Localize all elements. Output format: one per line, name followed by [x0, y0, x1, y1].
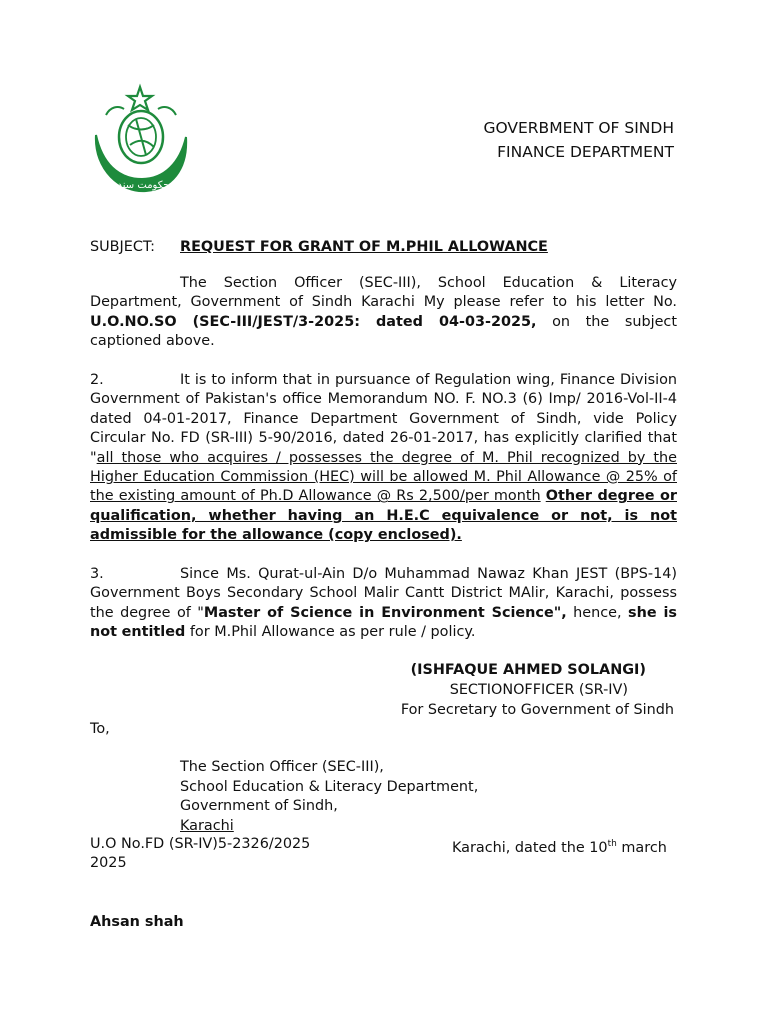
signatory-name: (ISHFAQUE AHMED SOLANGI) — [410, 662, 646, 678]
para1-text: The Section Officer (SEC-III), School Education & Literacy Department, Government of Sindh Karachi My please refer to his letter No. — [90, 275, 677, 311]
sindh-emblem-icon — [66, 75, 212, 201]
subject-label: SUBJECT: — [90, 239, 155, 255]
letterhead — [380, 116, 674, 164]
dated-sup: th — [607, 839, 617, 849]
recipient-line-4: Karachi — [180, 817, 234, 834]
author-name: Ahsan shah — [90, 914, 184, 930]
not-entitled-1: she is not — [90, 604, 677, 641]
to-label: To, — [90, 721, 110, 737]
paragraph-3 — [90, 565, 677, 643]
para2-number: 2. — [90, 372, 104, 388]
dated-line — [452, 834, 667, 858]
subject-line — [90, 237, 548, 257]
para2-text: It is to inform that in pursuance of Regulation wing, Finance Division Government of Pakistan's office Memorandum NO. F. NO.3 (6) Imp/ 2016-Vol-II-4 dated 04-01-2017, Finance Department Government of Sindh, vide Policy Circular No. FD (SR-III) 5-90/2016, dated 26-01-2017, has explicitly clarified that " — [90, 372, 677, 466]
dated-suffix: march — [616, 839, 667, 856]
signatory-for-line: For Secretary to Government of Sindh — [400, 702, 674, 718]
not-entitled-2: entitled — [121, 624, 186, 641]
recipient-address — [180, 758, 478, 836]
signatory-designation: SECTIONOFFICER (SR-IV) — [449, 682, 628, 698]
para3-number: 3. — [90, 566, 104, 582]
para1-text-end: on the subject captioned above. — [90, 313, 677, 350]
signature-block — [380, 660, 674, 720]
government-title: GOVERBMENT OF SINDH — [483, 119, 674, 137]
para2-underlined-quote: all those who acquires / possesses the degree of M. Phil recognized by the Higher Education Commission (HEC) will be allowed M. Phil Allowance @ 25% of the existing amount of Ph.D Allowance @ Rs 2,500/per month — [90, 449, 677, 505]
dated-year: 2025 — [90, 855, 127, 871]
department-title: FINANCE DEPARTMENT — [497, 143, 674, 161]
recipient-line-1: The Section Officer (SEC-III), — [180, 759, 384, 775]
para3-text: Since Ms. Qurat-ul-Ain D/o Muhammad Nawaz Khan JEST (BPS-14) Government Boys Secondary School Malir Cantt District MAlir, Karachi, possess the degree of " — [90, 566, 677, 621]
dated-prefix: Karachi, dated the 10 — [452, 839, 608, 856]
recipient-line-3: Government of Sindh, — [180, 798, 338, 814]
paragraph-1 — [90, 274, 677, 352]
logo-script-text: حکومت سندھ — [110, 180, 170, 191]
para3-text-end: for M.Phil Allowance as per rule / policy. — [185, 624, 476, 641]
recipient-line-2: School Education & Literacy Department, — [180, 778, 479, 795]
uo-number: U.O No.FD (SR-IV)5-2326/2025 — [90, 836, 311, 852]
sindh-government-logo — [66, 75, 212, 201]
degree-name: Master of Science in Environment Science", — [203, 604, 567, 621]
paragraph-2 — [90, 371, 677, 546]
reference-number: U.O.NO.SO (SEC-III/JEST/3-2025: dated 04-03-2025, — [90, 313, 537, 330]
subject-title: REQUEST FOR GRANT OF M.PHIL ALLOWANCE — [180, 239, 548, 255]
para2-bold-clause: Other degree or qualification, whether having an H.E.C equivalence or not, is not admissible for the allowance (copy enclosed). — [90, 488, 677, 544]
para3-text-mid: hence, — [566, 604, 629, 621]
